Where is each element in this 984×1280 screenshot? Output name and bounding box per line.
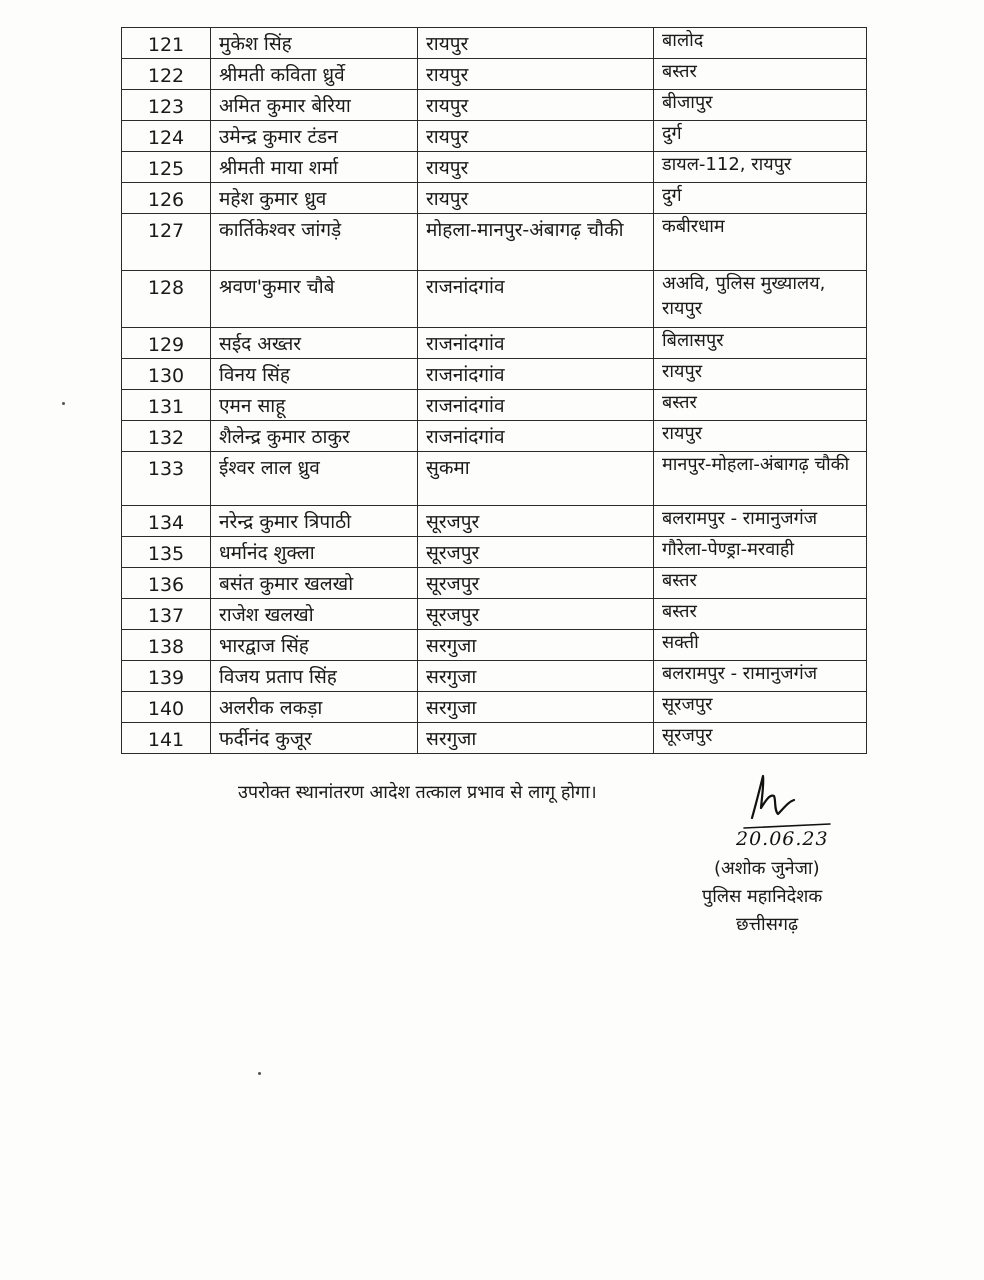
posted-to-cell: बस्तर [654,568,867,599]
posted-from-cell: राजनांदगांव [418,359,654,390]
serial-number-cell: 121 [122,28,211,59]
posted-from-cell: रायपुर [418,90,654,121]
serial-number-cell: 135 [122,537,211,568]
serial-number-cell: 134 [122,506,211,537]
officer-name-cell: शैलेन्द्र कुमार ठाकुर [211,421,418,452]
officer-name-cell: श्रवण'कुमार चौबे [211,271,418,328]
table-row [122,183,867,214]
posted-from-cell: सरगुजा [418,723,654,754]
officer-name-cell: धर्मानंद शुक्ला [211,537,418,568]
table-row [122,537,867,568]
serial-number-cell: 126 [122,183,211,214]
table-row [122,152,867,183]
serial-number-cell: 132 [122,421,211,452]
officer-name-cell: श्रीमती कविता ध्रुर्वे [211,59,418,90]
posted-to-cell: कबीरधाम [654,214,867,271]
posted-to-cell: सूरजपुर [654,692,867,723]
scan-speck [62,402,65,405]
posted-from-cell: सूरजपुर [418,506,654,537]
serial-number-cell: 122 [122,59,211,90]
posted-from-cell: रायपुर [418,152,654,183]
table-row [122,59,867,90]
posted-to-cell: बस्तर [654,59,867,90]
serial-number-cell: 125 [122,152,211,183]
posted-to-cell: बालोद [654,28,867,59]
posted-to-cell: बस्तर [654,599,867,630]
posted-to-cell: बिलासपुर [654,328,867,359]
posted-from-cell: सरगुजा [418,661,654,692]
serial-number-cell: 128 [122,271,211,328]
officer-name-cell: उमेन्द्र कुमार टंडन [211,121,418,152]
posted-from-cell: रायपुर [418,59,654,90]
serial-number-cell: 133 [122,452,211,506]
officer-name-cell: मुकेश सिंह [211,28,418,59]
posted-to-cell: बलरामपुर - रामानुजगंज [654,661,867,692]
officer-name-cell: फर्दीनंद कुजूर [211,723,418,754]
posted-from-cell: राजनांदगांव [418,271,654,328]
table-row [122,692,867,723]
posted-to-cell: गौरेला-पेण्ड्रा-मरवाही [654,537,867,568]
signature-block [690,770,870,940]
posted-to-cell: अअवि, पुलिस मुख्यालय, रायपुर [654,271,867,328]
officer-name-cell: श्रीमती माया शर्मा [211,152,418,183]
posted-from-cell: राजनांदगांव [418,390,654,421]
scan-speck [258,1072,261,1075]
table-row [122,359,867,390]
posted-from-cell: सरगुजा [418,692,654,723]
serial-number-cell: 139 [122,661,211,692]
serial-number-cell: 140 [122,692,211,723]
table-row [122,661,867,692]
posted-to-cell: डायल-112, रायपुर [654,152,867,183]
officer-name-cell: महेश कुमार ध्रुव [211,183,418,214]
posted-from-cell: रायपुर [418,28,654,59]
serial-number-cell: 136 [122,568,211,599]
table-row [122,421,867,452]
signer-title: पुलिस महानिदेशक [702,886,823,907]
posted-from-cell: मोहला-मानपुर-अंबागढ़ चौकी [418,214,654,271]
posted-from-cell: रायपुर [418,121,654,152]
transfer-table [121,27,867,754]
serial-number-cell: 138 [122,630,211,661]
posted-to-cell: रायपुर [654,421,867,452]
posted-to-cell: बस्तर [654,390,867,421]
serial-number-cell: 131 [122,390,211,421]
officer-name-cell: बसंत कुमार खलखो [211,568,418,599]
posted-to-cell: दुर्ग [654,183,867,214]
table-row [122,28,867,59]
officer-name-cell: भारद्वाज सिंह [211,630,418,661]
serial-number-cell: 130 [122,359,211,390]
serial-number-cell: 123 [122,90,211,121]
signer-state: छत्तीसगढ़ [736,914,799,935]
officer-name-cell: एमन साहू [211,390,418,421]
posted-to-cell: सूरजपुर [654,723,867,754]
posted-from-cell: सरगुजा [418,630,654,661]
table-row [122,452,867,506]
posted-to-cell: बीजापुर [654,90,867,121]
posted-to-cell: सक्ती [654,630,867,661]
officer-name-cell: अमित कुमार बेरिया [211,90,418,121]
serial-number-cell: 141 [122,723,211,754]
signature-date: 20.06.23 [736,828,829,850]
serial-number-cell: 124 [122,121,211,152]
table-row [122,506,867,537]
signature-scribble [730,770,840,830]
posted-from-cell: राजनांदगांव [418,421,654,452]
officer-name-cell: सईद अख्तर [211,328,418,359]
serial-number-cell: 137 [122,599,211,630]
table-row [122,723,867,754]
officer-name-cell: अलरीक लकड़ा [211,692,418,723]
footer-note: उपरोक्त स्थानांतरण आदेश तत्काल प्रभाव से लागू होगा। [238,782,597,803]
officer-name-cell: कार्तिकेश्वर जांगड़े [211,214,418,271]
posted-from-cell: सूरजपुर [418,599,654,630]
table-row [122,390,867,421]
table-row [122,271,867,328]
table-row [122,121,867,152]
serial-number-cell: 129 [122,328,211,359]
transfer-table-body [122,28,867,754]
table-row [122,214,867,271]
posted-from-cell: सुकमा [418,452,654,506]
officer-name-cell: ईश्वर लाल ध्रुव [211,452,418,506]
posted-from-cell: सूरजपुर [418,537,654,568]
posted-to-cell: मानपुर-मोहला-अंबागढ़ चौकी [654,452,867,506]
table-row [122,328,867,359]
posted-to-cell: बलरामपुर - रामानुजगंज [654,506,867,537]
signer-name: (अशोक जुनेजा) [714,858,820,879]
posted-from-cell: सूरजपुर [418,568,654,599]
officer-name-cell: नरेन्द्र कुमार त्रिपाठी [211,506,418,537]
officer-name-cell: विजय प्रताप सिंह [211,661,418,692]
posted-from-cell: राजनांदगांव [418,328,654,359]
posted-from-cell: रायपुर [418,183,654,214]
officer-name-cell: विनय सिंह [211,359,418,390]
posted-to-cell: रायपुर [654,359,867,390]
officer-name-cell: राजेश खलखो [211,599,418,630]
table-row [122,568,867,599]
serial-number-cell: 127 [122,214,211,271]
posted-to-cell: दुर्ग [654,121,867,152]
table-row [122,630,867,661]
table-row [122,599,867,630]
table-row [122,90,867,121]
